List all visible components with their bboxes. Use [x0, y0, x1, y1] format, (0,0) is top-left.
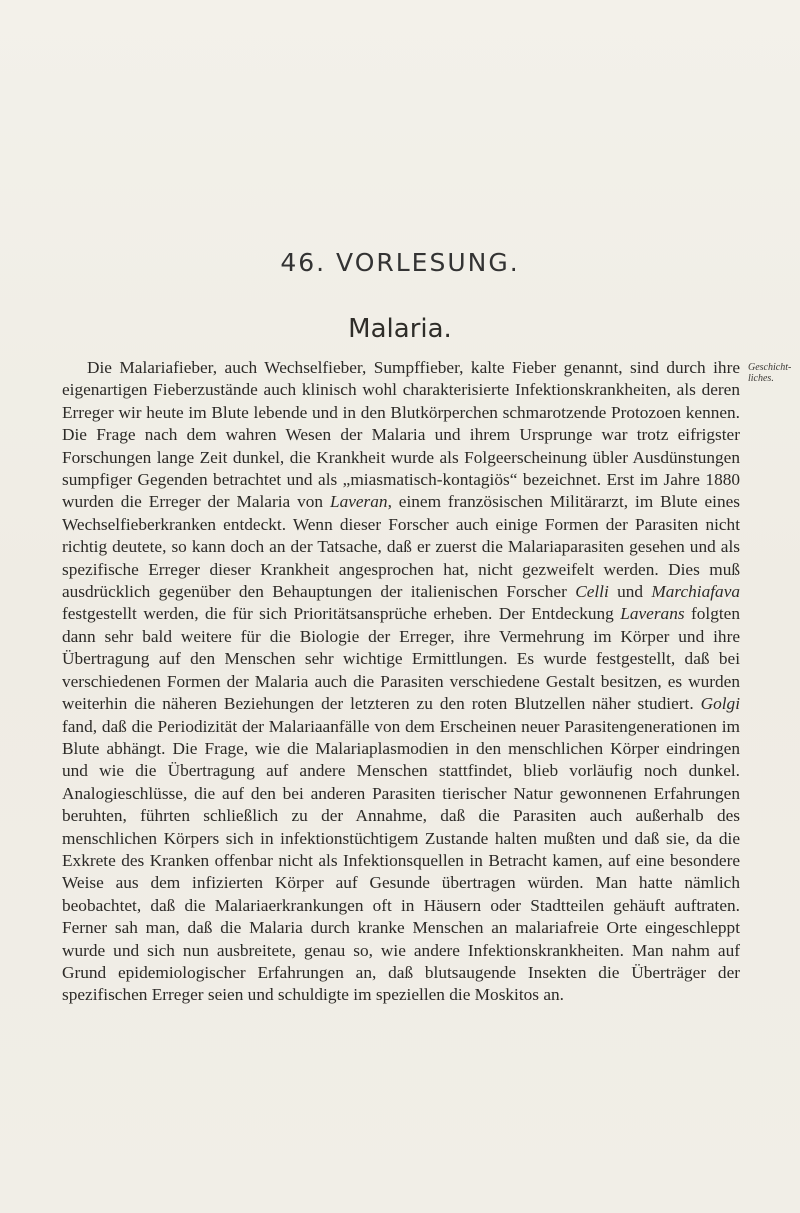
text-segment: fand, daß die Periodizität der Malariaanfälle von dem Erscheinen neuer Parasitengenerationen im Blute abhängt. Die Frage, wie die Malariaplasmodien in den menschlichen Körper eindringen und wie die Übertragung auf andere Menschen stattfindet, blieb vorläufig noch dunkel. Analogieschlüsse, die auf den bei anderen Parasiten tierischer Natur gewonnenen Erfahrungen beruhten, führten schließlich zu der Annahme, daß die Parasiten auch außerhalb des menschlichen Körpers sich in infektionstüchtigem Zustande halten mußten und daß sie, da die Exkrete des Kranken offenbar nicht als Infektionsquellen in Betracht kamen, auf eine besondere Weise aus dem infizierten Körper auf Gesunde übertragen würden. Man hatte nämlich beobachtet, daß die Malariaerkrankungen oft in Häusern oder Stadtteilen gehäuft auftraten. Ferner sah man, daß die Malaria durch kranke Menschen an malariafreie Orte eingeschleppt wurde und sich nun ausbreitete, genau so, wie andere Infektionskrankheiten. Man nahm auf Grund epidemiologischer Erfahrungen an, daß blutsaugende Insekten die Überträger der spezifischen Erreger seien und schuldigte im speziellen die Moskitos an. — [62, 716, 740, 1005]
margin-note: Geschicht-liches. — [748, 362, 792, 384]
author-name-celli: Celli — [575, 582, 609, 602]
text-segment: Die Malariafieber, auch Wechselfieber, Sumpffieber, kalte Fieber genannt, sind durch ihre eigenartigen Fieberzustände auch klinisch wohl charakterisierte Infektionskrankheiten, als deren Erreger wir heute im Blute lebende und in den Blutkörperchen schmarotzende Protozoen kennen. Die Frage nach dem wahren Wesen der Malaria und ihrem Ursprunge war trotz eifrigster Forschungen lange Zeit dunkel, die Krankheit wurde als Folgeerscheinung übler Ausdünstungen sumpfiger Gegenden betrachtet und als „miasmatisch-kontagiös“ bezeichnet. Erst im Jahre 1880 wurden die Erreger der Malaria von — [62, 358, 740, 512]
lecture-heading: 46. VORLESUNG. — [280, 248, 520, 277]
author-name-golgi: Golgi — [700, 694, 740, 714]
author-name-laveran: Laveran — [329, 492, 388, 512]
author-name-laverans: Laverans — [620, 604, 685, 624]
body-paragraph — [62, 357, 740, 1007]
text-segment: festgestellt werden, die für sich Prioritätsansprüche erheben. Der Entdeckung — [62, 604, 621, 624]
text-segment: , einem französischen Militärarzt, im Blute eines Wechselfieberkranken entdeckt. Wenn dieser Forscher auch einige Formen der Parasiten nicht richtig deutete, so kann doch an der Tatsache, daß er zuerst die Malariaparasiten gesehen und als spezifische Erreger dieser Krankheit angesprochen hat, nicht gezweifelt werden. Dies muß ausdrücklich gegenüber den Behauptungen der italienischen Forscher — [62, 492, 740, 602]
text-segment: und — [608, 582, 652, 602]
chapter-title: Malaria. — [348, 314, 452, 344]
author-name-marchiafava: Marchiafava — [651, 582, 741, 602]
text-segment: folgten dann sehr bald weitere für die Biologie der Erreger, ihre Vermehrung im Körper und ihre Übertragung auf den Menschen sehr wichtige Ermittlungen. Es wurde festgestellt, daß bei verschiedenen Formen der Malaria auch die Parasiten verschiedene Gestalt besitzen, es wurden weiterhin die näheren Beziehungen der letzteren zu den roten Blutzellen näher studiert. — [62, 604, 740, 714]
